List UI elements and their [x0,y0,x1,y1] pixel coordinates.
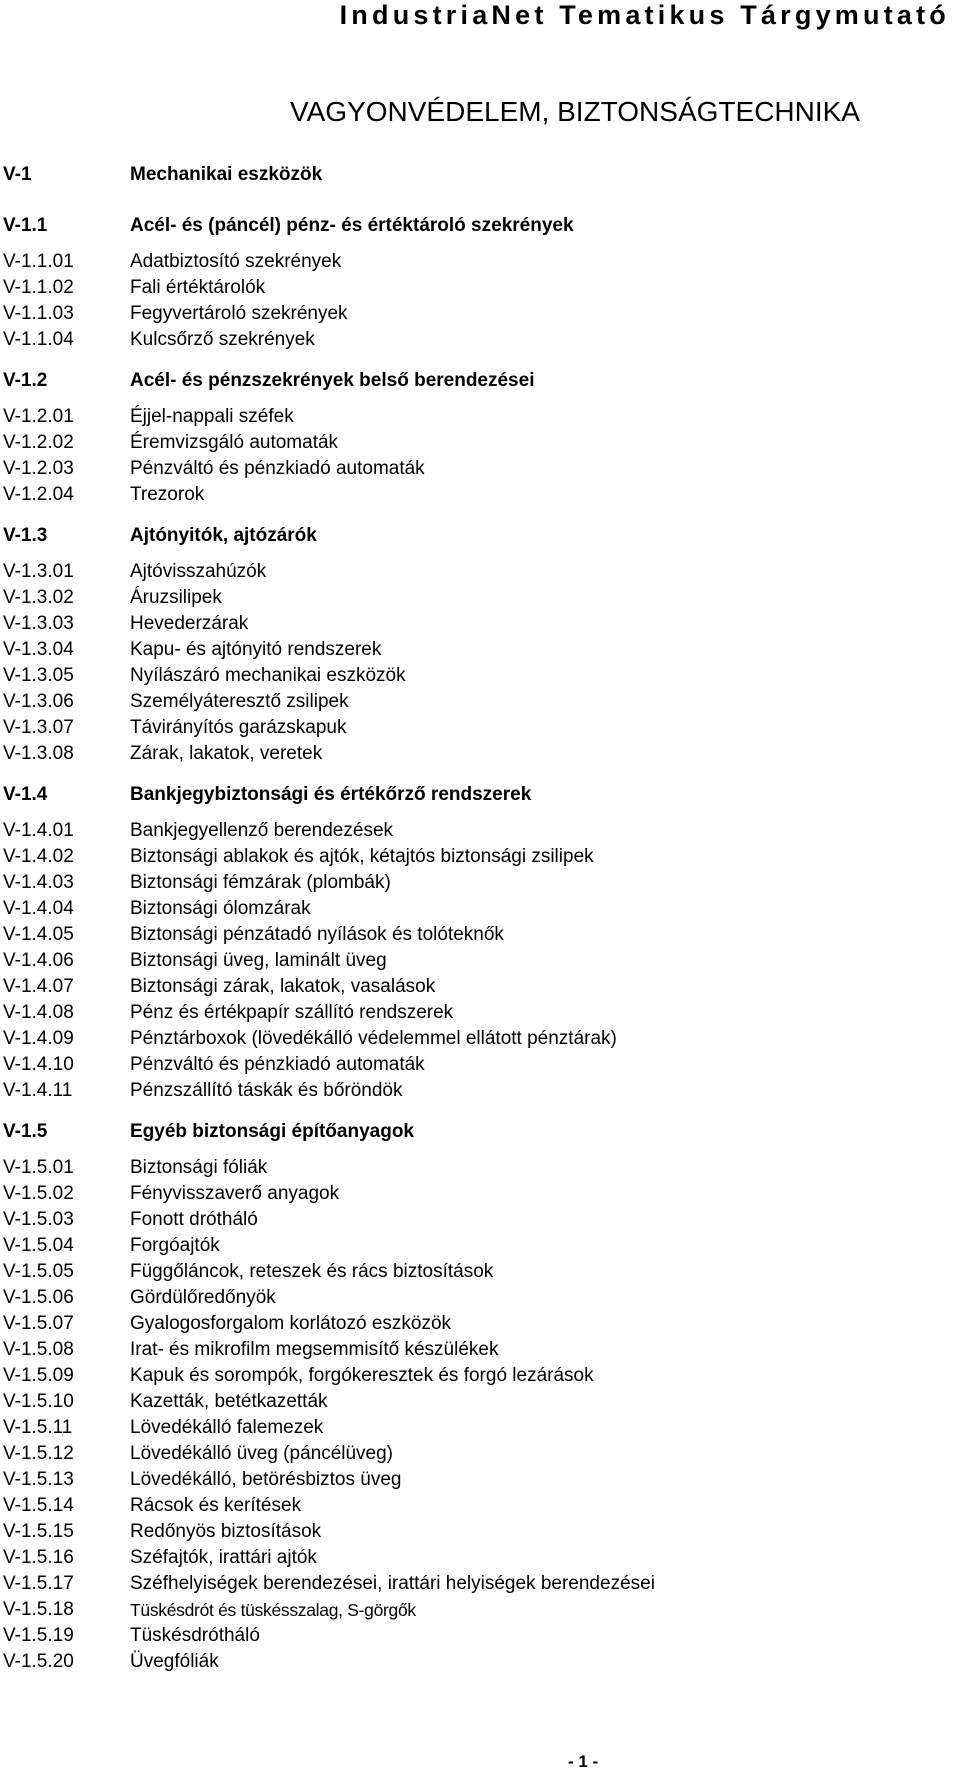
entry-title: Egyéb biztonsági építőanyagok [130,1121,414,1142]
entry-code: V-1.4.01 [3,820,74,841]
entry-code: V-1.1.02 [3,277,74,298]
entry-title: Mechanikai eszközök [130,164,323,185]
entry-title: Pénz és értékpapír szállító rendszerek [130,1002,454,1023]
entry-code: V-1.5.13 [3,1469,74,1490]
entry-code: V-1.5.01 [3,1157,74,1178]
entry-code: V-1.3.03 [3,613,74,634]
entry-code: V-1.5.16 [3,1547,74,1568]
entry-title: Zárak, lakatok, veretek [130,743,323,764]
entry-code: V-1.1 [3,215,48,236]
entry-title: Gyalogosforgalom korlátozó eszközök [130,1313,452,1334]
entry-code: V-1.5.14 [3,1495,74,1516]
entry-title: Biztonsági fémzárak (plombák) [130,872,391,893]
entry-title: Pénzváltó és pénzkiadó automaták [130,1054,425,1075]
entry-title: Biztonsági fóliák [130,1157,268,1178]
entry-code: V-1 [3,164,32,185]
entry-title: Bankjegyellenző berendezések [130,820,394,841]
entry-title: Éremvizsgáló automaták [130,432,339,453]
entry-title: Kapuk és sorompók, forgókeresztek és forgó lezárások [130,1365,594,1386]
entry-title: Ajtónyitók, ajtózárók [130,525,317,546]
entry-code: V-1.5 [3,1121,48,1142]
entry-code: V-1.1.01 [3,251,74,272]
entry-title: Fonott drótháló [130,1209,258,1230]
entry-title: Lövedékálló, betörésbiztos üveg [130,1469,402,1490]
entry-title: Rácsok és kerítések [130,1495,302,1516]
entry-title: Kulcsőrző szekrények [130,329,315,350]
entry-code: V-1.5.17 [3,1573,74,1594]
entry-code: V-1.5.02 [3,1183,74,1204]
entry-title: Redőnyös biztosítások [130,1521,322,1542]
entry-title: Fali értéktárolók [130,277,266,298]
entry-title: Hevederzárak [130,613,249,634]
entry-code: V-1.5.04 [3,1235,74,1256]
entry-title: Áruzsilipek [130,587,222,608]
entry-title: Acél- és (páncél) pénz- és értéktároló szekrények [130,215,574,236]
entry-code: V-1.3.08 [3,743,74,764]
entry-title: Bankjegybiztonsági és értékőrző rendszerek [130,784,532,805]
entry-code: V-1.5.18 [3,1599,74,1620]
entry-title: Széfhelyiségek berendezései, irattári helyiségek berendezései [130,1573,655,1594]
entry-code: V-1.2.04 [3,484,74,505]
entry-code: V-1.3.01 [3,561,74,582]
entry-code: V-1.5.15 [3,1521,74,1542]
entry-code: V-1.5.11 [3,1417,73,1438]
entry-title: Lövedékálló üveg (páncélüveg) [130,1443,394,1464]
entry-code: V-1.3 [3,525,48,546]
entry-code: V-1.2.02 [3,432,74,453]
entry-code: V-1.4.11 [3,1080,73,1101]
entry-title: Kazetták, betétkazetták [130,1391,328,1412]
entry-title: Személyáteresztő zsilipek [130,691,349,712]
entry-code: V-1.5.19 [3,1625,74,1646]
entry-title: Éjjel-nappali széfek [130,406,294,427]
entry-title: Távirányítós garázskapuk [130,717,347,738]
entry-title: Irat- és mikrofilm megsemmisítő készülékek [130,1339,499,1360]
entry-title: Ajtóvisszahúzók [130,561,267,582]
entry-code: V-1.4.08 [3,1002,74,1023]
entry-code: V-1.2.01 [3,406,74,427]
entry-title: Biztonsági zárak, lakatok, vasalások [130,976,436,997]
entry-code: V-1.2.03 [3,458,74,479]
entry-code: V-1.4.09 [3,1028,74,1049]
entry-title: Üvegfóliák [130,1651,219,1672]
entry-title: Adatbiztosító szekrények [130,251,342,272]
entry-code: V-1.5.12 [3,1443,74,1464]
entry-code: V-1.5.07 [3,1313,74,1334]
entry-title: Függőláncok, reteszek és rács biztosítások [130,1261,494,1282]
entry-title: Széfajtók, irattári ajtók [130,1547,317,1568]
entry-code: V-1.4.06 [3,950,74,971]
entry-title: Fegyvertároló szekrények [130,303,348,324]
entry-code: V-1.5.05 [3,1261,74,1282]
entry-title: Pénzszállító táskák és bőröndök [130,1080,403,1101]
entry-code: V-1.5.08 [3,1339,74,1360]
entry-code: V-1.3.07 [3,717,74,738]
entry-title: Kapu- és ajtónyitó rendszerek [130,639,382,660]
entry-title: Tüskésdrót és tüskésszalag, S-görgők [130,1600,416,1620]
entry-code: V-1.4 [3,784,48,805]
document-subtitle: VAGYONVÉDELEM, BIZTONSÁGTECHNIKA [290,96,860,127]
entry-code: V-1.3.05 [3,665,74,686]
entry-title: Lövedékálló falemezek [130,1417,324,1438]
entry-code: V-1.3.06 [3,691,74,712]
entry-code: V-1.3.02 [3,587,74,608]
entry-code: V-1.5.09 [3,1365,74,1386]
entry-title: Pénzváltó és pénzkiadó automaták [130,458,425,479]
entry-title: Biztonsági üveg, laminált üveg [130,950,387,971]
entry-title: Pénztárboxok (lövedékálló védelemmel ellátott pénztárak) [130,1028,617,1049]
entry-code: V-1.4.03 [3,872,74,893]
entry-code: V-1.4.10 [3,1054,74,1075]
page-number: - 1 - [568,1752,599,1771]
entry-code: V-1.4.02 [3,846,74,867]
entry-code: V-1.5.20 [3,1651,74,1672]
document-header-title: IndustriaNet Tematikus Tárgymutató [339,0,950,30]
entry-code: V-1.4.04 [3,898,74,919]
entry-code: V-1.3.04 [3,639,74,660]
entry-code: V-1.5.03 [3,1209,74,1230]
entry-title: Biztonsági ablakok és ajtók, kétajtós biztonsági zsilipek [130,846,594,867]
entry-title: Fényvisszaverő anyagok [130,1183,340,1204]
entry-title: Gördülőredőnyök [130,1287,276,1308]
entry-title: Tüskésdrótháló [130,1625,260,1646]
entry-code: V-1.5.06 [3,1287,74,1308]
entry-title: Acél- és pénzszekrények belső berendezései [130,370,535,391]
entry-title: Biztonsági pénzátadó nyílások és tolóteknők [130,924,504,945]
entry-code: V-1.4.05 [3,924,74,945]
entry-code: V-1.5.10 [3,1391,74,1412]
entry-title: Nyílászáró mechanikai eszközök [130,665,406,686]
entry-code: V-1.4.07 [3,976,74,997]
entry-title: Forgóajtók [130,1235,220,1256]
entry-code: V-1.2 [3,370,48,391]
entry-code: V-1.1.03 [3,303,74,324]
entry-code: V-1.1.04 [3,329,74,350]
entry-title: Biztonsági ólomzárak [130,898,311,919]
entry-title: Trezorok [130,484,205,505]
